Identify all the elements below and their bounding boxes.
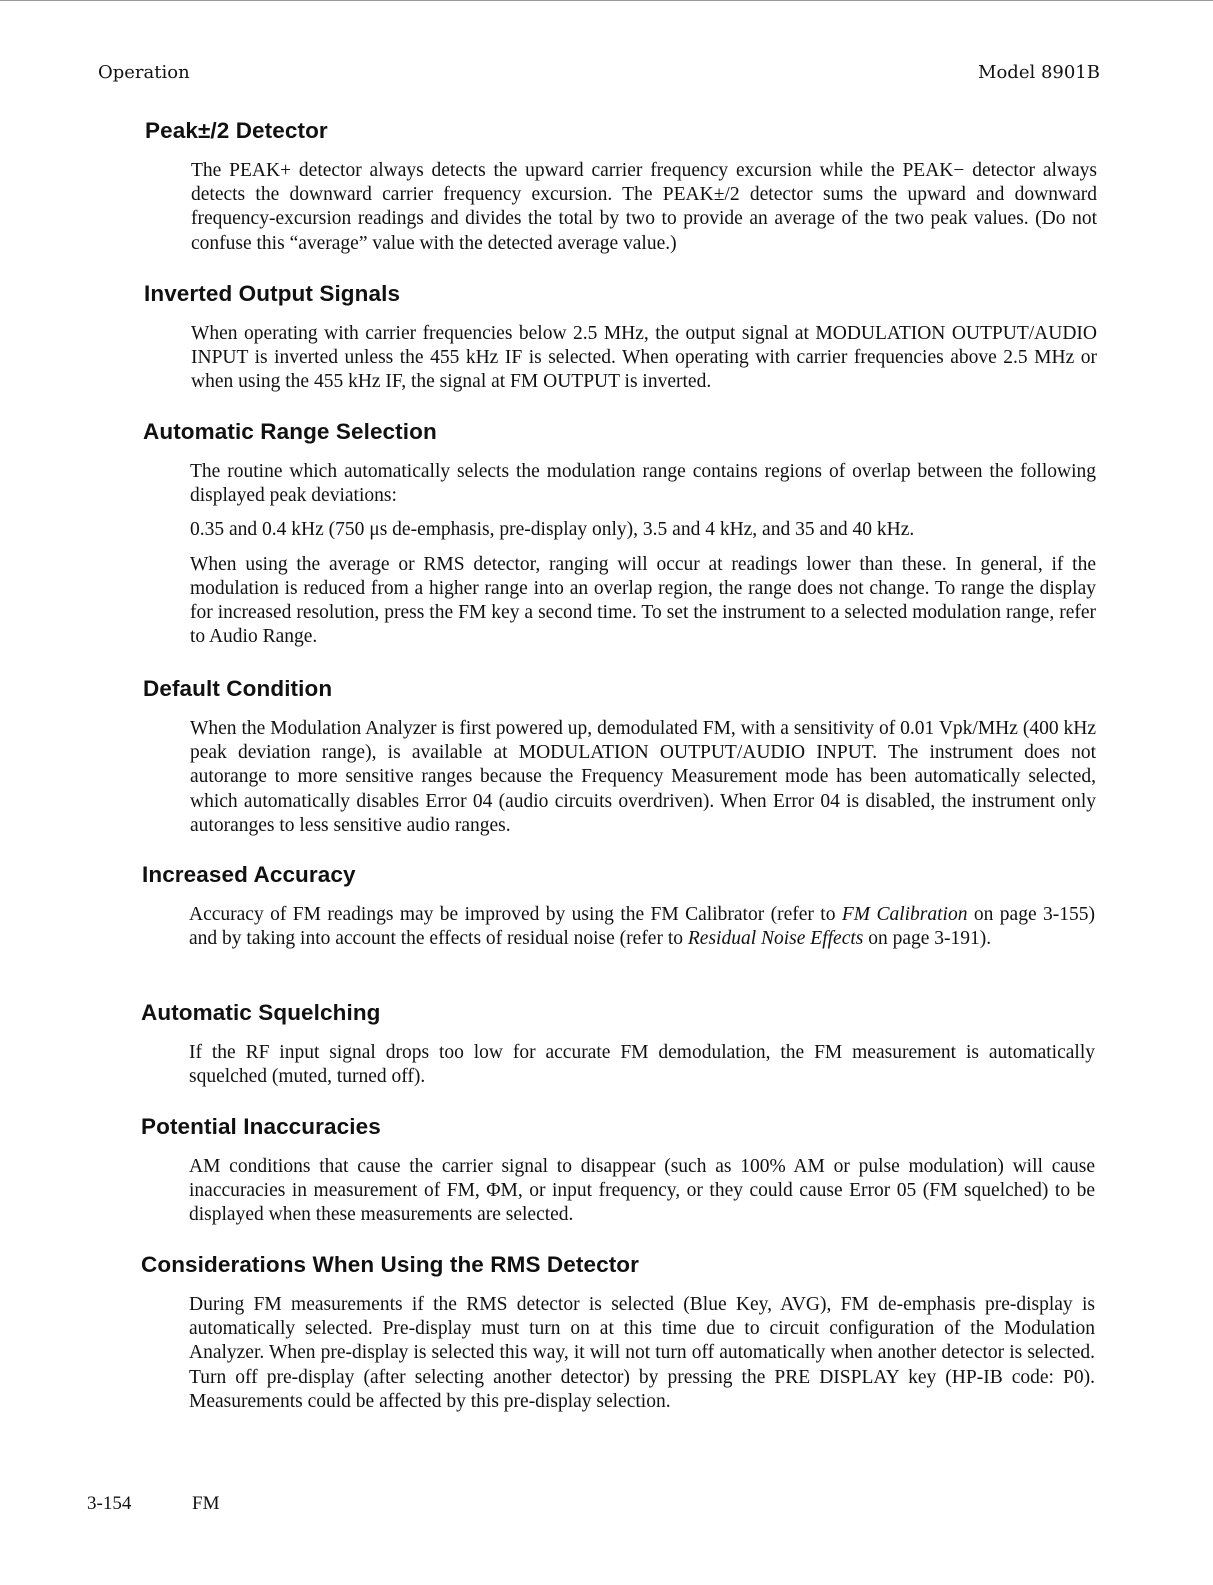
header-section-label: Operation [98,62,190,83]
section-paragraph: The PEAK+ detector always detects the upward carrier frequency excursion while the PEAK− detector always detects the downward carrier frequency excursion. The PEAK±/2 detector sums the upward and downward frequency-excursion readings and divides the total by two to provide an average of the two peak values. (Do not confuse this “average” value with the detected average value.) [191,160,1097,254]
chapter-label: FM [192,1493,220,1514]
section-increased-accuracy [0,862,1213,951]
section-heading: Increased Accuracy [142,862,356,887]
reference-residual-noise-effects: Residual Noise Effects [687,928,864,950]
page-number: 3-154 [87,1493,132,1514]
section-default-condition [0,676,1213,838]
paragraph-text: on page 3-191). [863,928,992,950]
section-paragraph: AM conditions that cause the carrier signal to disappear (such as 100% AM or pulse modulation) will cause inaccuracies in measurement of FM, ΦM, or input frequency, or they could cause Error 05 (FM squelched) to be displayed when these measurements are selected. [189,1156,1095,1226]
section-potential-inaccuracies [0,1114,1213,1228]
section-paragraph: The routine which automatically selects the modulation range contains regions of overlap between the following displayed peak deviations: [190,461,1096,507]
section-paragraph [189,903,1095,951]
top-border [0,0,1213,1]
section-heading: Potential Inaccuracies [141,1114,381,1139]
reference-fm-calibration: FM Calibration [841,904,968,925]
section-automatic-squelching [0,1000,1213,1089]
section-heading: Inverted Output Signals [144,281,401,306]
section-paragraph: During FM measurements if the RMS detector is selected (Blue Key, AVG), FM de-emphasis pre-display is automatically selected. Pre-display must turn on at this time due to circuit configuration of the Modulation Analyzer. When pre-display is selected this way, it will not turn off automatically when another detector is selected. Turn off pre-display (after selecting another detector) by pressing the PRE DISPLAY key (HP-IB code: P0). Measurements could be affected by this pre-display selection. [189,1294,1095,1412]
section-paragraph: When operating with carrier frequencies below 2.5 MHz, the output signal at MODULATION OUTPUT/AUDIO INPUT is inverted unless the 455 kHz IF is selected. When operating with carrier frequencies above 2.5 MHz or when using the 455 kHz IF, the signal at FM OUTPUT is inverted. [191,323,1097,393]
section-heading: Considerations When Using the RMS Detector [141,1252,639,1277]
section-rms-detector-considerations [0,1252,1213,1414]
paragraph-text: Accuracy of FM readings may be improved by using the FM Calibrator (refer to [189,904,842,925]
section-heading: Peak±/2 Detector [145,118,328,143]
section-paragraph: When using the average or RMS detector, ranging will occur at readings lower than these. In general, if the modulation is reduced from a higher range into an overlap region, the range does not change. To range the display for increased resolution, press the FM key a second time. To set the instrument to a selected modulation range, refer to Audio Range. [190,553,1096,648]
section-paragraph: 0.35 and 0.4 kHz (750 μs de-emphasis, pre-display only), 3.5 and 4 kHz, and 35 and 40 kHz. [190,519,915,541]
section-peak-detector [0,118,1213,256]
section-heading: Default Condition [143,676,333,701]
section-inverted-output-signals [0,281,1213,395]
section-heading: Automatic Squelching [141,1000,381,1025]
section-automatic-range-selection [0,419,1213,649]
section-paragraph: If the RF input signal drops too low for accurate FM demodulation, the FM measurement is automatically squelched (muted, turned off). [189,1042,1095,1088]
section-paragraph: When the Modulation Analyzer is first powered up, demodulated FM, with a sensitivity of 0.01 Vpk/MHz (400 kHz peak deviation range), is available at MODULATION OUTPUT/AUDIO INPUT. The instrument does not autorange to more sensitive ranges because the Frequency Measurement mode has been automatically selected, which automatically disables Error 04 (audio circuits overdriven). When Error 04 is disabled, the instrument only autoranges to less sensitive audio ranges. [190,718,1096,836]
section-heading: Automatic Range Selection [143,419,437,444]
header-model-label: Model 8901B [978,62,1100,83]
paragraph-text: on page 3-155) and by taking into account the effects of residual noise (refer to [189,904,1096,950]
